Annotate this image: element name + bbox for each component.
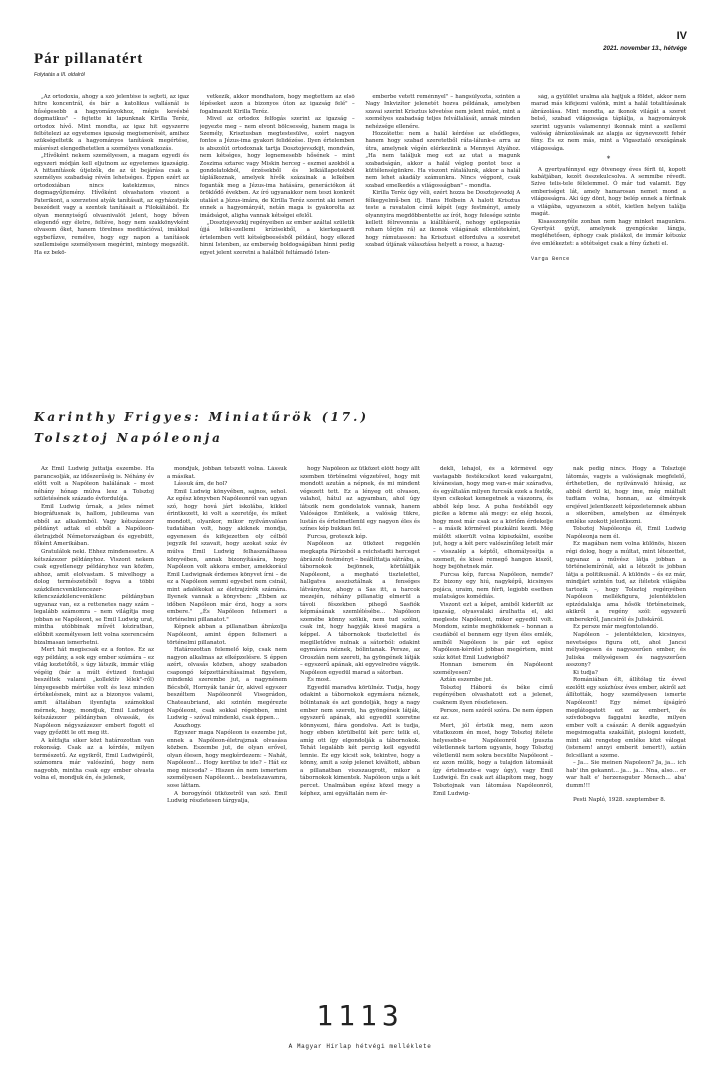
top-column bbox=[531, 94, 686, 356]
dateline: 2021. november 13., hétvége bbox=[603, 45, 687, 52]
miniature-column bbox=[433, 466, 553, 890]
paragraph: Tolsztoj Napóleonja él, Emil Ludwig Napóleonja nem él. bbox=[566, 526, 686, 540]
paragraph: Mert, jól értsük meg, nem azon vitatkozom én most, hogy Tolsztoj itélete helyesebb-e Napóleonról (puszta véletlennek tartom ugyanis, hogy Tolsztoj véletlenül nem sokra becsülte Napóleont – ez azon múlik, hogy a tulajdon látomását így értelmezte-e vagy úgy), vagy Emil Ludwigé. Én csak azt állapítom meg, hogy Tolsztojnak van látomása Napóleonról, Emil Ludwig- bbox=[433, 722, 553, 797]
paragraph: És most. bbox=[307, 677, 331, 684]
article-title: Pár pillanatért bbox=[34, 51, 144, 67]
miniature-column bbox=[566, 466, 686, 890]
paragraph: Honnan ismerem én Napóleont személyesen? bbox=[433, 662, 553, 676]
paragraph: A gyertyafénnyel egy ötvenegy éves férfi ül, kopott kabátjában, kezét összekulcsolva. A semmibe révedt. Szive telis-tele félelemmel. Ó már tud valamit. Egy emberiséget lát, amely hamarosan nemet mond a világosságra. Aki úgy dönt, hogy belép ennek a férfinak a világába, ugyanezen a sötét, kietlen helyen találja magát. bbox=[530, 166, 686, 218]
paragraph: Mivel az ortodox felfogás szerint az igazság – jegyezte meg – nem elvont bölcsesség, hanem maga is Személy, Krisztusban megtestesülve, ezért nagyon fontos a Jézus-ima gyakori felidézése. Ilyen értelemben is abszolút ortodoxnak tartja Dosztojevszkijt, mondván, nem kétséges, hogy legnemesebb hősének – mint Zoszima sztarec vagy Miskin herceg – eszmei azokból a gondolatokból, érzésekből és lelkiállapotokból táplálkoznak, amelyek hívők százainak a lelkében foganták meg a Jézus-ima hatására, generációkon át öröklődő években. Az író ugyanakkor nem teszi konkrét utalást a Jézus-imára, de Kirilla Teréz szerint aki ismeri ennek a hagyományát, netán maga is gyakorolta az imádságot, aligha vannak kétségei efelől. bbox=[199, 116, 355, 219]
miniature-subheadline: Tolsztoj Napóleonja bbox=[34, 431, 223, 445]
paragraph: vetkezik, akkor mondhatom, hogy megtettem az első lépéseket azon a bizonyos úton az igazság felé" – fogalmazott Kirilla Teréz. bbox=[199, 94, 355, 115]
paragraph: Napóleon az ütközet reggelén megkapta Párizsból a reichstadti herceget ábrázoló festményt – beállíttatja sátrába, a tábornokok bejönnek, körülállják Napóleont, a megható tisztelettel, hallgatva asszisztálnak a fenséges látványhoz, ahogy a Sas itt, a harcok mezején, néhány pillanatig elmerül a távoli fészekben pihegő Sasfiók képmásának szemlélésébe… Napóleon szemébe könny szökik, nem tud szólni, csak int, hogy hagyják kissé magára a képpel. A tábornokok tisztelettel és megilletődve nulnak a sátorból: odakint egymásra néznek, bólintanak. Persze, az Oroszlán nem szereti, ha gyöngének látják – egyszerű apának, aki egyvelreöre vágyik. Napóleon egyedül marad a sátorban. bbox=[300, 541, 420, 676]
paragraph: Persze, nem szóról szóra. De nem éppen ez az. bbox=[433, 707, 553, 722]
paragraph: „Az ortodoxia, ahogy a szó jelentése is sejteti, az igaz hitre koncentrál, és bár a katolikus vallásnál is hűségesebb a hagyományokhoz, mégis kevésbé dogmatikus" – fejtette ki lapunknak Kirilla Teréz, ortodox hívő. Mint mondta, az igaz hit egyszerre feltételezi az egyetemes igazság megismerését, amihez szükségeltetik a hagyományos tanítások megértése, másrészt elengedhetetlen a személyes vonatkozás. bbox=[34, 94, 189, 152]
paragraph: Kisasszonyféle zonban nem hagy minket magunkra. Gyertyát gyújt, amelynek gyengécske lángja, megléhetősen, éphogy csak pislákol, de immár kétszáz éve emlékeztet: a sötétséget csak a fény űzheti el. bbox=[530, 218, 686, 247]
paragraph: dekli, lehajol, és a körmével egy vastagabb festékcsíkot kezd vakargatni, kívánesian, hogy meg van-e már száradva, és egyáltalán milyen furcsák ezek a festők, ilyen csikokat kenegetnek a vászonra, és abból kép lesz. A puha festékből egy picike a körme alá megy: ez elég hozzá, hogy most már csak ez a körlőm érdekelje – a másik körmével piszkálni kezdi. Még múlőtt sikerült volna kipiszkálni, eszébe jut, hogy a két perc valószínűleg letelt már – visszalép a képtől, elhomályosítja a szemeit, és kissé remegő hangon kiszól, hogy bejöhetnek már. bbox=[433, 466, 553, 571]
paragraph: – Ja… Sie meinen Napoleon? Ja, ja… ich hab' ihn gekannt… ja… ja… Nna, also… er war halt e' herzensguter Mensch… aba' dumm!!! bbox=[566, 760, 686, 789]
top-article-columns bbox=[34, 94, 686, 356]
miniature-column bbox=[167, 466, 287, 890]
top-column bbox=[200, 94, 355, 356]
paragraph: hogy Napóleon az ütközet előtt hogy állt szemben történelmi végzetével, hogy mit mondott azután a népnek, és mi mindent végezett tett. Ez a lényeg ott olvason, valahol, hátul az agyamban, ahol úgy látszik nem gondolatok vannak, hanem Valóságos Emlékek, a valóság tükre, lustán és értelmetlenül egy nagyon éles és színes kép bukkan fel. bbox=[300, 466, 420, 533]
paragraph: Gratulálok neki. Ehhez mindenesetre. A kétszázezer példányhoz. Viszont nekem csak egyetlenegy példányhoz van közöm, ahhoz, amit elolvastam. S mivelhogy a dolog természetéből fogva a többi százkilencvenkilencezer-kilencszázkilencvenkilenc példányban ugyanaz van, ez a rettenetes nagy szám – legalább számomra – nem világítja meg jobban se Napóleont, se Emil Ludwig urat, mintha utóbbinak művét kéziratban, előbbit személyesen lett volna szerencsém bizalmasan ismerhetni. bbox=[34, 549, 154, 646]
paragraph: mondjuk, jobban tetszett volna. Lássuk a másikat. bbox=[167, 466, 287, 480]
miniature-columns bbox=[34, 466, 686, 890]
paragraph: Az Emil Ludwig juttatja eszembe. Ha parancsolják, az időszerűség is. Néhány év előtt volt a Napóleon halálának – most néhány hónap múlva lesz a Tolsztoj születésének százado évfordulója. bbox=[34, 466, 154, 503]
paragraph: Kirilla Teréz úgy véli, ezért hozza be Dosztojevszkij A félkegyelmű-ben ifj. Hans Holbein A halott Krisztus teste a ravatalon című képét (egy festményt, amely olyannyira megdöbbentette az írót, hogy felesége szinte kellett félrevonnia a kiállításról, nehogy epilepsziás roham tőrjön rá) az ikonok világának ellentéteként, hogy rámutasson: ha Krisztust elfordulva a szeretet szabad útjának választása helyett a rossz, a hazug- bbox=[365, 190, 521, 249]
supplement-caption: A Magyar Hírlap hétvégi melléklete bbox=[288, 1043, 432, 1050]
paragraph: nak pedig nincs. Hogy a Tolsztojé látomás, vagyis a valóságnak megfelelő, érthetetlen, de nyilvánvaló hiúság, az abból derül ki, hogy ime, még miáltalt tudtam volna, honnan, az élmények erejével jelentkezett képzeletemnek abban a sikerében, amelyben az élmények emléke szokott jelentkezni. bbox=[566, 466, 686, 525]
continued-note: Folytatás a III. oldalról bbox=[34, 72, 85, 78]
paragraph: Hozzátette: nem a halál kérdése az elsődleges, hanem hogy szabad szeretetből ráta-lálunk-e arra az útra, amelynek végén elérkezünk a Mennyei Atyához. „Ha nem találjuk meg ezt az utat a magunk szabadságán, akkor a halál végleg pontot tesz a küttélenségünkre. Ha viszont rátalálunk, akkor a halál nem lehet akadály számunkra. Nincs végpont, csak szabad emelkedés a világosságban" – mondta. bbox=[365, 131, 521, 189]
paragraph: Emil Ludwig könyvében, sajnos, sehol. Az egész könyvben Napóleonról van ugyan szó, hogy hová járt iskolába, kikkel érintkezett, ki volt a szeretője, és miket mondott, olyankor, mikor nyilvánvalóan tudatában volt, hogy akiknek mondja, egyenesen és kifejezetten oly célból jegyzik fel szavait, hogy azokat száz év múlva Emil Ludwig felhasználhassa könyvében, annak bizonyítására, hogy Napóleon volt akkora ember, amekkorául Emil Ludwignak érdemes könyvet írni – de ez a Napóleon semmi egyebet nem csinál, mint adalékokat az életrajzírók számára. Ilyenek vannak a könyvben: „Ebben az időben Napóleon már érzi, hogy a sors embere." „És Napóleon felismeri a történelmi pillanatot." bbox=[167, 488, 287, 623]
paragraph: Ez magában nem volna különös, hiszen régi dolog, hogy a múltat, mint létezettet, ugyanaz a művész látja jobban a történelemírónál, aki a létezőt is jobban látja a politikusnál. A különös – és ez már, mindjárt szintén tud, az ítéletek világába tartozik –, hogy Tolsztoj regényében Napóleon mellékfigura, jelentéktelen epizódalakja ama hősök történeteinek, akikről a regény szól: egyszerű emberekről, Jancsiról és Juliskáról. bbox=[566, 541, 686, 623]
section-divider: * bbox=[606, 155, 611, 164]
paragraph: emberbe vetett reménnyel" – hangsúlyozta, szintén a Nagy Inkvizítor jelenetét hozva példának, amelyben szavai szerint Krisztus követése nem jelent mást, mint a személyes szabadság teljes felvállalását, annak minden nehézsége ellenére. bbox=[365, 94, 521, 130]
paragraph: Egyszer maga Napóleon is eszembe jut, ennek a Napóleon-életrajznak olvasása közben. Eszembe jut, de olyan erővel, olyan élesen, hogy megkérdezem: – Nahát, Napóleon!… Hogy kerülsz te ide? – Hát ez meg micsoda? – Hiszen én nem ismertem személyesen Napóleont… bestelszavamra, sose láttam. bbox=[167, 730, 287, 789]
paragraph: Lássuk ám, de hol? bbox=[174, 481, 228, 488]
source-dateline: Pesti Napló, 1928. szeptember 8. bbox=[573, 796, 666, 803]
paragraph: „Dosztojevszkij regényeiben az ember azáltal születik újjá lelki-szellemi krízisekből, a kierkegaardi értelemben vett kétségbeesésből például, hogy elkezd hinni Istenben, az emberség boldogságában hinni pedig egyet jelent szeretni a halálból feltámadó Isten- bbox=[199, 219, 355, 256]
miniature-column bbox=[34, 466, 154, 890]
author-byline: Varga Bence bbox=[530, 256, 570, 263]
top-column bbox=[365, 94, 520, 356]
paragraph: Viszont ezt a képet, amiből kiderült az igazság, olyasvalaki árulhatta el, aki megleste Napóleont, mikor egyedül volt. Mondom, szinte meghökkenek – honnan a csudából el bennem egy ilyen éles emlék, amiből Napóleon is pár ezt egész Napóleon-kérdést jobban megértem, mint száz kötet Emil Ludwigból? bbox=[433, 601, 553, 661]
miniature-headline: Karinthy Frigyes: Miniatűrök (17.) bbox=[34, 410, 369, 424]
paragraph: Aztán eszembe jut. bbox=[440, 677, 493, 684]
miniature-column bbox=[300, 466, 420, 890]
paragraph: Ki tudja? bbox=[573, 669, 598, 676]
issue-number: 1113 bbox=[316, 999, 404, 1032]
paragraph: Mert hát megiscsak ez a fontos. Ez az egy példány, a sok egy ember számára – ez világ keztetőtől, s úgy látszik, immár világ végéig (bár a múlt évtized fontajai beszéltek valami „kollektív lélek"-ről) lényegesebb mértéke volt és lesz minden értékelésnek, mint az a bizonyos valami, amit általában ilyenfajta számokkal mérnek, hogy, mondjuk, Emil Ludwigot kétszázezer példányban olvassák, és Napóleon négyszázezer embert fogott el vagy győzött le ott meg itt. bbox=[34, 647, 154, 737]
paragraph: Azazhogy. bbox=[174, 722, 202, 729]
paragraph: ság, a gyűlölet uralma alá hajtjuk a földet, akkor nem marad más kifejezni valónk, mint a halál totalitásának ábrázolása. Mint mondta, az ikonok világát a szeret belső, szabad világossága táplálja, a hagyományok szerint ugyanis valamennyi ikonnak mint a szellemi valóság ábrázolásának az alapja az úgynevezett fehér fény. És ez nem más, mint a Vigasztaló országának világossága. bbox=[530, 94, 686, 152]
paragraph: A kétfajta siker közt határozottan van rokonság. Csak az a kérdés, milyen természetű. Az egyikről, Emil Ludwigéről, számomra már valószínű, hogy nem nagyobb, mintha csak egy ember olvasta volna el, mondjuk én, és jelenek, bbox=[34, 737, 154, 782]
paragraph: Egyedül maradva körülnéz. Tudja, hogy odakint a tábornokok egymásra néznek, bólintanak és azt gondolják, hogy a nagy ember nem szereti, ha gyöngének látják, egyszerű apának, aki egyedül szeretne könnyezni, fiára gondolva. Azt is tudja, hogy ebben körülbelül két perc telik el, amíg ott így elgondolják a tábornokok. Tehát legalább két percig kell egyedül lennie. Ez egy kicsit sok, tekintve, hogy a könny, amit a szép jelenet kiváltott, abban a pillanatban viszszaugrott, mikor a tábornokok kimentek. Napóleon unja a két percet. Unalmában egész közel megy a képhez, ami egyáltalán nem ér- bbox=[300, 684, 420, 797]
page-number: IV bbox=[676, 30, 687, 42]
paragraph: Furcsa kép, furcsa Napóleon, nemde? Ez bizony egy hiú, nagyképű, kicsinyes pojáca, uraim, nem férfi, legjobb esetben mulatságos komédiás. bbox=[433, 571, 553, 601]
top-column bbox=[34, 94, 189, 356]
paragraph: Határozottan felemelő kép, csak nem nagyon alkalmas az elképzelésre. S éppen azért, olvasás közben, ahogy szabadon csapongó képzettársításaimat figyelem, mindenki szerembe jut, a nagynénem Bécsből, Hornyák tanár úr, akivel egyszer beszéltem Napóleonról Visegrádon, Chateaubriand, aki szintén megérezte Napóleont, csak sokkal régebben, mint Ludwig – szóval mindenki, csak éppen… bbox=[167, 647, 287, 722]
paragraph: Emil Ludwig úrnak, a jeles német biográfusnak is, hallom, jubileuma van ebből az alkalomból. Vagy kétszázezer példányt adtak el ebből a Napóleon-életrajzból Németországban és egyebütt, főként Amerikában. bbox=[34, 503, 154, 548]
paragraph: Ez persze már megfontolandó. bbox=[573, 624, 659, 631]
paragraph: Tolsztoj Háború és béke című regényében olvashatott ezt a jelenet, csaknem ilyen részletesen. bbox=[433, 684, 553, 706]
paragraph: Képnek abban a pillanatban ábrázolja Napóleont, amint éppen felismeri a történelmi pillanatot. bbox=[167, 624, 287, 646]
paragraph: „Hívőként nekem személyesen, a magam egyedi és egyszeri módján kell eljutnom az egyetemes igazságig. A hittanítások útjelzők, de az út bejárása csak a személyes szabadság révén lehetséges. Éppen ezért az ortodoxiában nincs katekizmus, nincs dogmagyűjtemény. Hívőként olvashatom viszont a Paterikont, a szerzetesi atyák tanításait, az egyházatyák beszédeit vagy a szentek tanításait a Filokáliából. Ez olyan mennyiségű olvasnivalót jelent, hogy bőven elegendő egy életre, feltéve, hogy nem szakkönyvként olvasom őket, hanem törelmes meditációval, imákkal egybefűzve, remélve, hogy egy napon a tanítások szellemisége személyesen megérint, mintegy megszólít. Ha ez bekö- bbox=[34, 153, 189, 256]
paragraph: A borogyínói ütközetről van szó. Emil Ludwig részletesen tárgyalja, bbox=[167, 790, 287, 805]
paragraph: Romániában élt, állítólag tíz évvel ezelőtt egy százhúsz éves ember, akiről azt állították, hogy személyesen ismerte Napóleont! Egy német újságíró meglátogatott ezt az embert, és szívdobogva faggatni kezdte, milyen ember volt a császár. A derék aggastyán megsimogatta szakállát, pislogni kezdett, mint aki rengeteg emléke közt válogat (istenem! annyi emberit ismert!), aztán felcsillant a szeme. bbox=[566, 677, 686, 759]
paragraph: Furcsa, groteszk kép. bbox=[307, 533, 368, 540]
paragraph: Napóleon – jelentéktelen, kicsinyes, nevetséges figura ott, ahol Jancsi mélységesen és nagyszerűen ember, és Juliska mélységesen és nagyszerűen asszony? bbox=[566, 632, 686, 669]
